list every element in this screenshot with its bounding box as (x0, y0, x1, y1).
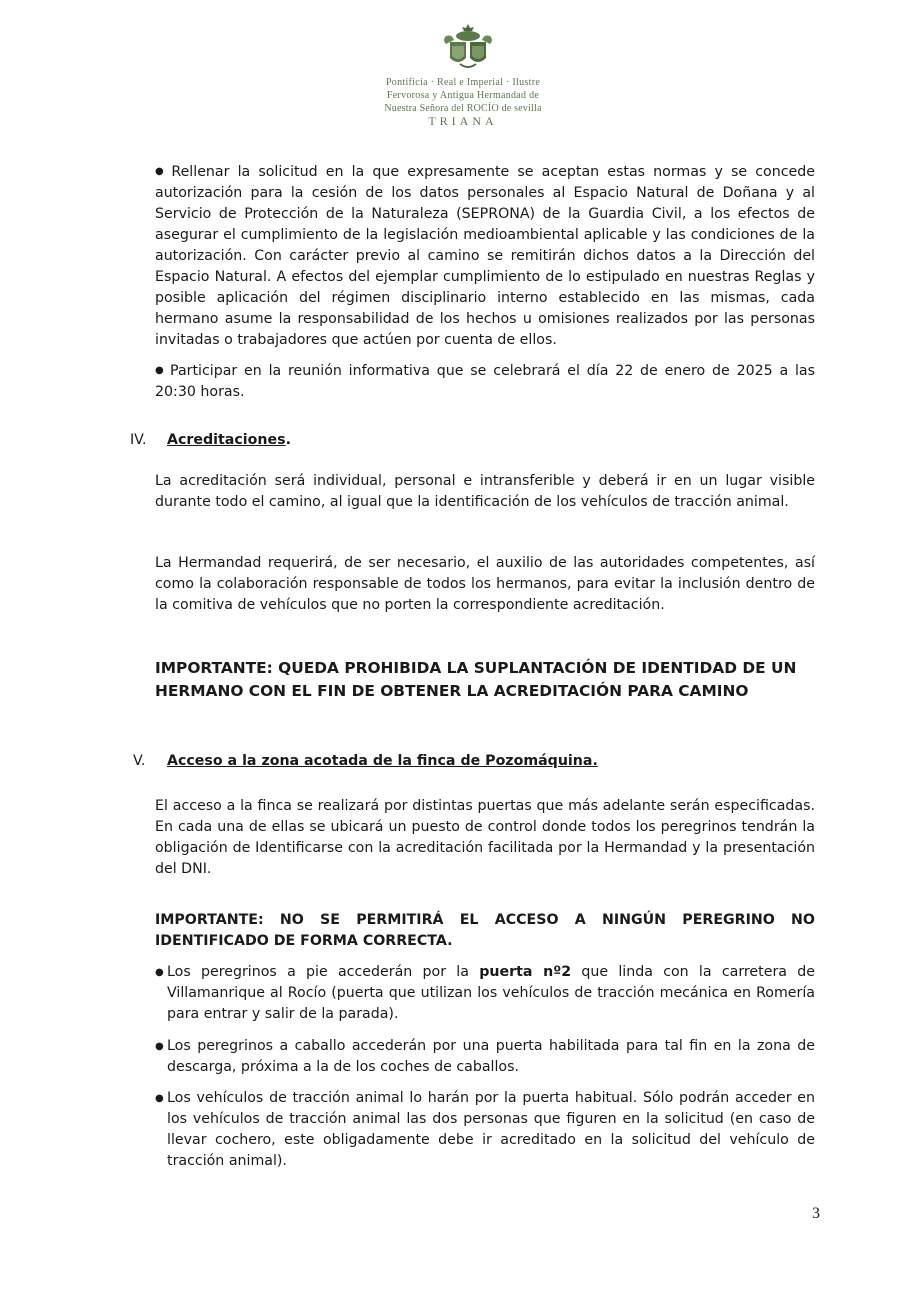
header-title-line2: Fervorosa y Antigua Hermandad de (386, 90, 540, 101)
paragraph: La acreditación será individual, personal e intransferible y deberá ir en un lugar visible durante todo el camino, al igual que la identificación de los vehículos de tracción animal. (155, 473, 815, 510)
bullet-text (155, 962, 815, 1025)
bullet-icon: ● (155, 967, 164, 978)
bullet-icon: ● (155, 1041, 164, 1052)
bullet-paragraph (155, 962, 815, 1025)
bullet-text: Rellenar la solicitud en la que expresamente se aceptan estas normas y se concede autorización para la cesión de los datos personales al Espacio Natural de Doñana y al Servicio de Protección de la Naturaleza (SEPRONA) de la Guardia Civil, a los efectos de asegurar el cumplimiento de la legislación medioambiental aplicable y las condiciones de la autorización. Con carácter previo al camino se remitirán dichos datos a la Dirección del Espacio Natural. A efectos del ejemplar cumplimiento de lo estipulado en nuestras Reglas y posible aplicación del régimen disciplinario interno establecido en las mismas, cada hermano asume la responsabilidad de los hechos u omisiones realizados por las personas invitadas o trabajadores que actúen por cuenta de ellos. (155, 164, 815, 348)
bullet-text-part: que linda con la carretera de Villamanrique al Rocío (puerta que utilizan los vehículos de tracción mecánica en Romería para entrar y salir de la parada). (167, 964, 815, 1022)
paragraph: El acceso a la finca se realizará por distintas puertas que más adelante serán especificadas. En cada una de ellas se ubicará un puesto de control donde todos los peregrinos tendrán la obligación de Identificarse con la acreditación facilitada por la Hermandad y la presentación del DNI. (155, 798, 815, 877)
important-notice-line2: HERMANO CON EL FIN DE OBTENER LA ACREDITACIÓN PARA CAMINO (155, 682, 749, 700)
bullet-text: Los peregrinos a caballo accederán por una puerta habilitada para tal fin en la zona de descarga, próxima a la de los coches de caballos. (167, 1038, 815, 1075)
bullet-text: Participar en la reunión informativa que se celebrará el día 22 de enero de 2025 a las 20:30 horas. (155, 363, 815, 400)
bullet-paragraph (155, 1036, 815, 1078)
important-notice-line1: IMPORTANTE: QUEDA PROHIBIDA LA SUPLANTACIÓN DE IDENTIDAD DE UN (155, 659, 797, 677)
bullet-paragraph (155, 360, 815, 403)
important-notice: IMPORTANTE: NO SE PERMITIRÁ EL ACCESO A NINGÚN PEREGRINO NO IDENTIFICADO DE FORMA CORRECTA. (155, 912, 815, 949)
header-title-line3: Nuestra Señora del ROCÍO de sevilla (384, 103, 542, 114)
section-number: IV. (130, 432, 147, 448)
paragraph: La Hermandad requerirá, de ser necesario, el auxilio de las autoridades competentes, así como la colaboración responsable de todos los hermanos, para evitar la inclusión dentro de la comitiva de vehículos que no porten la correspondiente acreditación. (155, 555, 815, 613)
header-title-line4: TRIANA (428, 114, 498, 128)
bullet-text: Los vehículos de tracción animal lo harán por la puerta habitual. Sólo podrán acceder en los vehículos de tracción animal las dos personas que figuren en la solicitud (en caso de llevar cochero, este obligadamente debe ir acreditado en la solicitud del vehículo de tracción animal). (167, 1090, 815, 1169)
header-title-line1: Pontificia · Real e Imperial · Ilustre (385, 77, 541, 88)
section-title-suffix: . (285, 432, 291, 448)
bullet-paragraph (155, 1088, 815, 1172)
bullet-paragraph (155, 161, 815, 351)
section-number: V. (133, 753, 146, 769)
brotherhood-crest-icon (440, 22, 496, 72)
bullet-icon: ● (155, 1093, 164, 1104)
bullet-icon: ● (155, 365, 167, 376)
section-title-text: Acreditaciones (167, 432, 286, 448)
bullet-icon: ● (155, 166, 168, 177)
section-title: Acceso a la zona acotada de la finca de Pozomáquina. (167, 753, 598, 769)
bullet-text-bold: puerta nº2 (479, 964, 572, 980)
bullet-text-part: Los peregrinos a pie accederán por la (167, 964, 480, 980)
section-title (167, 430, 291, 451)
page-number: 3 (812, 1205, 820, 1222)
